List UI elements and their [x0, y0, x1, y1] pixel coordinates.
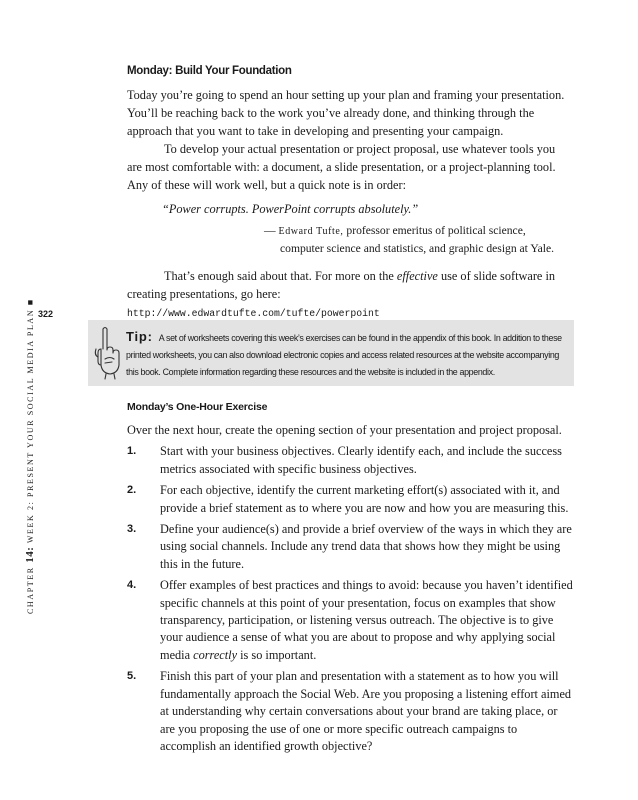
- exercise-intro: Over the next hour, create the opening section of your presentation and project proposal.: [127, 423, 562, 437]
- list-item-number: 5.: [127, 670, 137, 683]
- pointing-hand-icon: [92, 325, 124, 381]
- tip-label: Tip:: [126, 329, 153, 344]
- attribution-line-2: computer science and statistics, and graphic design at Yale.: [280, 242, 554, 255]
- list-item-text-part: Offer examples of best practices and things to avoid: because you haven’t identified specific channels at this point of your presentation, focus on examples that show transparency, participation, or listening versus outreach. The objective is to give your audience a sense of what you are about to propose and why applying social media: [160, 578, 573, 662]
- list-item-number: 1.: [127, 445, 137, 458]
- running-head-marker: ■: [25, 298, 35, 306]
- list-item: [127, 668, 573, 755]
- attribution-line-1: professor emeritus of political science,: [343, 224, 526, 237]
- list-item-text: Start with your business objectives. Clearly identify each, and include the success metrics associated with specific business objectives.: [160, 444, 562, 476]
- paragraph-3-text-end: use of slide software in creating presentations, go here:: [127, 269, 556, 301]
- tip-text: [126, 328, 570, 381]
- list-item-emphasis: correctly: [193, 647, 238, 662]
- exercise-body: [127, 422, 573, 755]
- paragraph-3-text: That’s enough said about that. For more on the: [164, 269, 397, 283]
- section-heading: Monday: Build Your Foundation: [127, 65, 292, 77]
- exercise-list: [127, 443, 573, 755]
- list-item: [127, 521, 573, 573]
- list-item: [127, 577, 573, 664]
- running-head-chapter-word: CHAPTER: [26, 566, 35, 614]
- list-item-number: 3.: [127, 523, 137, 536]
- quote-attribution: [264, 222, 573, 257]
- list-item: [127, 482, 573, 517]
- attribution-name: Edward Tufte,: [278, 226, 344, 237]
- running-head-chapter-number: 14:: [24, 546, 36, 563]
- running-head-title: WEEK 2: PRESENT YOUR SOCIAL MEDIA PLAN: [26, 308, 35, 544]
- paragraph-1: Today you’re going to spend an hour setting up your plan and framing your presentation. You’ll be reaching back to the work you’ve already done, and thinking through the approach that you want to take in developing and presenting your campaign.: [127, 88, 565, 138]
- paragraph-3: [127, 267, 573, 303]
- list-item-text: Define your audience(s) and provide a brief overview of the ways in which they are using social channels. Include any trend data that shows how they might be using this in the future.: [160, 522, 572, 571]
- list-item-text: For each objective, identify the current marketing effort(s) associated with it, and provide a brief statement as to where you are now and how you are measuring this.: [160, 483, 569, 515]
- epigraph-quote: “Power corrupts. PowerPoint corrupts absolutely.”: [162, 202, 419, 216]
- page-number: 322: [38, 309, 54, 319]
- paragraph-3-emphasis: effective: [396, 269, 438, 283]
- tip-box: [88, 320, 574, 386]
- section-body: [127, 62, 573, 321]
- list-item: [127, 443, 573, 478]
- powerpoint-url[interactable]: http://www.edwardtufte.com/tufte/powerpoint: [127, 308, 380, 319]
- list-item-text-part: is so important.: [237, 647, 317, 662]
- running-head: [24, 298, 36, 614]
- tip-body: A set of worksheets covering this week’s exercises can be found in the appendix of this book. In addition to these printed worksheets, you can also download electronic copies and access related resources at the website accompanying this book. Complete information regarding these resources and the website is included in the appendix.: [126, 333, 562, 377]
- attribution-dash: —: [264, 224, 279, 237]
- list-item-number: 4.: [127, 579, 137, 592]
- exercise-heading: Monday’s One-Hour Exercise: [127, 401, 268, 413]
- list-item-text: [160, 577, 573, 664]
- paragraph-2: To develop your actual presentation or project proposal, use whatever tools you are most comfortable with: a document, a slide presentation, or a project-planning tool. Any of these will work well, but a quick note is in order:: [127, 142, 556, 192]
- list-item-text: Finish this part of your plan and presentation with a statement as to how you will fundamentally approach the Social Web. Are you proposing a listening effort aimed at understanding why certain conversations about your brand are taking place, or are you proposing the use of one or more specific outreach campaigns to accomplish an identified growth objective?: [160, 669, 572, 753]
- list-item-number: 2.: [127, 484, 137, 497]
